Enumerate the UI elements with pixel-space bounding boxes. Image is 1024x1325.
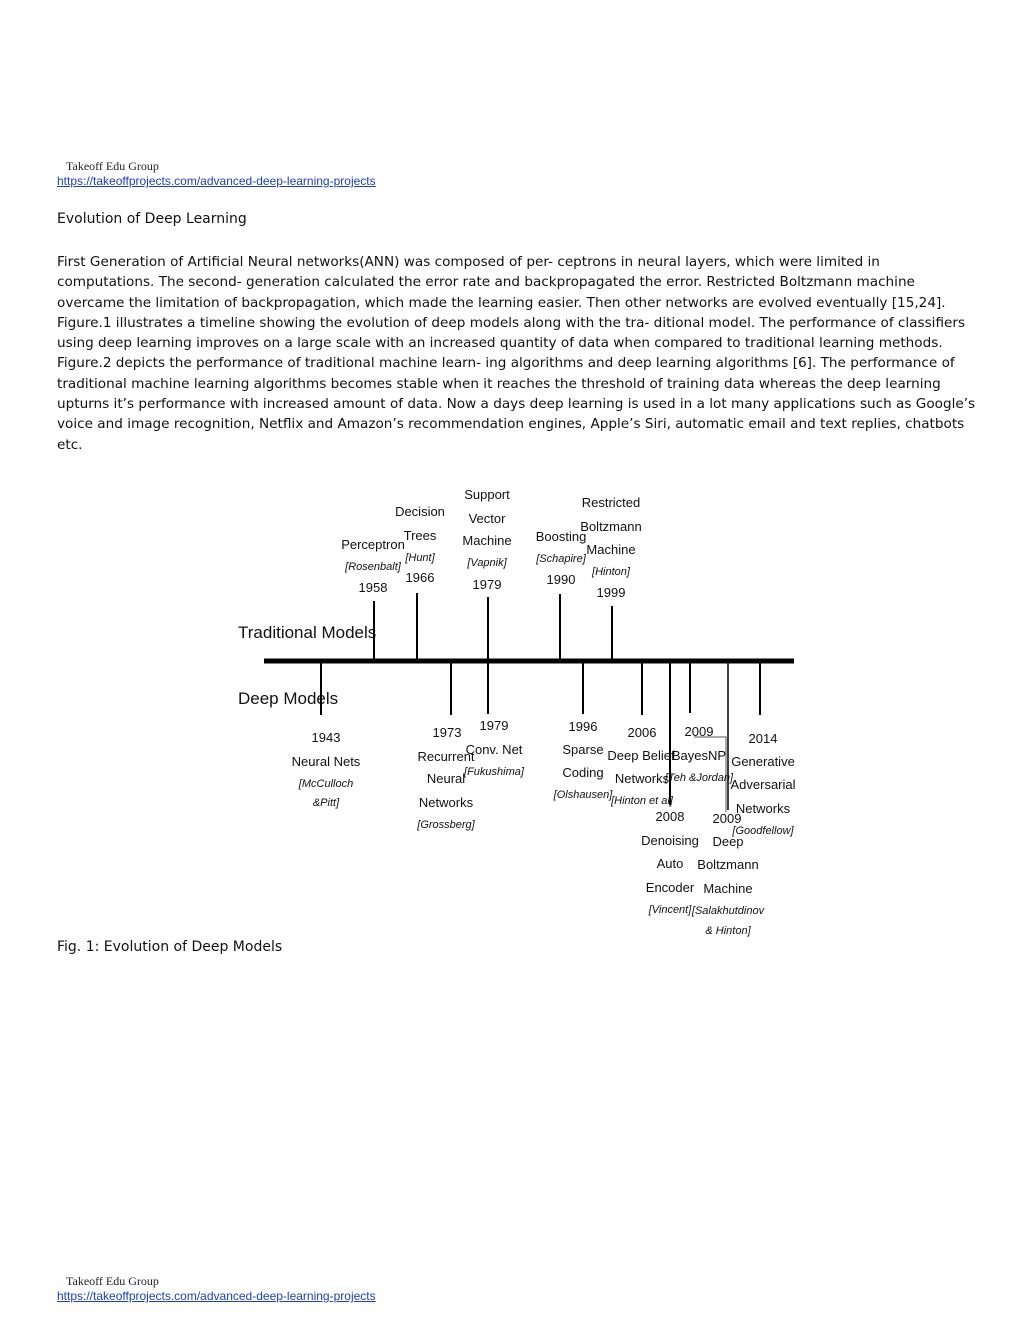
label-name-line: Networks xyxy=(735,801,791,816)
label-name-line: Support xyxy=(464,487,510,502)
label-name-line: Boosting xyxy=(535,529,587,544)
label-year: 1966 xyxy=(405,570,435,585)
label-author: [Hunt] xyxy=(405,552,435,564)
label-name-line: Machine xyxy=(703,881,753,896)
deep-gan xyxy=(730,731,795,837)
label-author: & Hinton] xyxy=(705,925,751,937)
label-author: [Fukushima] xyxy=(464,766,524,778)
label-year: 1958 xyxy=(358,580,388,595)
deep-sparse-coding xyxy=(553,719,614,801)
deep-bayesnp xyxy=(664,724,734,784)
label-name-line: Deep Belief xyxy=(607,748,675,763)
deep-conv-net xyxy=(463,718,525,778)
label-name-line: Trees xyxy=(403,528,437,543)
label-name-line: Deep xyxy=(712,834,744,849)
label-author: [Goodfellow] xyxy=(732,825,794,837)
label-author: [Olshausen] xyxy=(553,789,613,801)
deep-rnn xyxy=(416,725,475,831)
label-name-line: Networks xyxy=(614,771,670,786)
label-author: [Salakhutdinov xyxy=(691,905,765,917)
deep-models-label: Deep Models xyxy=(238,689,339,708)
footer-org: Takeoff Edu Group xyxy=(66,1274,159,1288)
traditional-svm xyxy=(462,487,511,592)
label-name-line: Encoder xyxy=(645,880,695,895)
deep-neural-nets xyxy=(292,730,361,809)
deep-denoising-autoencoder xyxy=(641,809,699,916)
label-name-line: Coding xyxy=(562,765,604,780)
label-year: 1979 xyxy=(472,577,502,592)
label-year: 2009 xyxy=(712,811,742,826)
label-author: [Teh &Jordan] xyxy=(664,772,734,784)
label-year: 2014 xyxy=(748,731,778,746)
label-year: 2009 xyxy=(684,724,714,739)
label-year: 1999 xyxy=(596,585,626,600)
label-name-line: Generative xyxy=(731,754,795,769)
label-name-line: Sparse xyxy=(562,742,604,757)
label-year: 1979 xyxy=(479,718,509,733)
label-name-line: Machine xyxy=(462,533,512,548)
label-name-line: BayesNP xyxy=(671,748,727,763)
section-title: Evolution of Deep Learning xyxy=(57,211,247,227)
label-name-line: Denoising xyxy=(641,833,699,848)
label-author: &Pitt] xyxy=(312,797,340,809)
label-author: [Hinton] xyxy=(592,566,630,578)
label-name-line: Vector xyxy=(468,511,506,526)
label-name-line: Adversarial xyxy=(730,777,796,792)
body-paragraph: First Generation of Artificial Neural networks(ANN) was composed of per- ceptrons in neural layers, which were limited in computations. The second- generation calculated the error rate and backpropagated the error. Restricted Boltzmann machine overcame the limitation of backpropagation, which made the learning easier. Then other networks are evolved eventually [15,24]. Figure.1 illustrates a timeline showing the evolution of deep models along with the tra- ditional model. The performance of classifiers using deep learning improves on a large scale with an increased quantity of data when compared to traditional learning methods. Figure.2 depicts the performance of traditional machine learn- ing algorithms and deep learning algorithms [6]. The performance of traditional machine learning algorithms becomes stable when it reaches the threshold of training data whereas the deep learning upturns it’s performance with increased amount of data. Now a days deep learning is used in a lot many applications such as Google’s voice and image recognition, Netflix and Amazon’s recommendation engines, Apple’s Siri, automatic email and text replies, chatbots etc. xyxy=(57,254,976,453)
label-name-line: Perceptron xyxy=(341,537,405,552)
label-name-line: Boltzmann xyxy=(580,519,642,534)
label-author: [Grossberg] xyxy=(417,819,475,831)
footer-link[interactable]: https://takeoffprojects.com/advanced-deep-learning-projects xyxy=(57,1289,376,1303)
label-name-line: Neural xyxy=(426,771,466,786)
label-year: 1943 xyxy=(311,730,341,745)
label-name-line: Recurrent xyxy=(417,749,475,764)
label-year: 1973 xyxy=(432,725,462,740)
label-year: 2006 xyxy=(627,725,657,740)
figure-caption: Fig. 1: Evolution of Deep Models xyxy=(57,939,283,955)
connector-2009 xyxy=(694,737,726,812)
traditional-models-label: Traditional Models xyxy=(238,623,377,642)
label-author: [Rosenbalt] xyxy=(345,561,401,573)
label-author: [Hinton et al] xyxy=(611,795,673,807)
label-name-line: Decision xyxy=(395,504,445,519)
label-name-line: Conv. Net xyxy=(465,742,523,757)
label-author: [Vincent] xyxy=(648,904,692,916)
label-name-line: Auto xyxy=(656,856,684,871)
header-org: Takeoff Edu Group xyxy=(66,159,159,173)
deep-dbm xyxy=(691,811,766,937)
label-year: 2008 xyxy=(655,809,685,824)
traditional-decision-trees xyxy=(395,504,445,585)
label-author: [Vapnik] xyxy=(467,557,507,569)
label-year: 1990 xyxy=(546,572,576,587)
traditional-rbm xyxy=(580,495,641,600)
traditional-boosting xyxy=(535,529,586,587)
deep-dbn xyxy=(607,725,675,807)
label-name-line: Machine xyxy=(586,542,636,557)
label-name-line: Networks xyxy=(418,795,474,810)
label-name-line: Restricted xyxy=(581,495,641,510)
traditional-perceptron xyxy=(341,537,405,595)
label-name-line: Neural Nets xyxy=(291,754,361,769)
header-link[interactable]: https://takeoffprojects.com/advanced-deep-learning-projects xyxy=(57,174,376,188)
label-name-line: Boltzmann xyxy=(697,857,759,872)
label-author: [McCulloch xyxy=(298,778,354,790)
label-year: 1996 xyxy=(568,719,598,734)
label-author: [Schapire] xyxy=(536,553,586,565)
